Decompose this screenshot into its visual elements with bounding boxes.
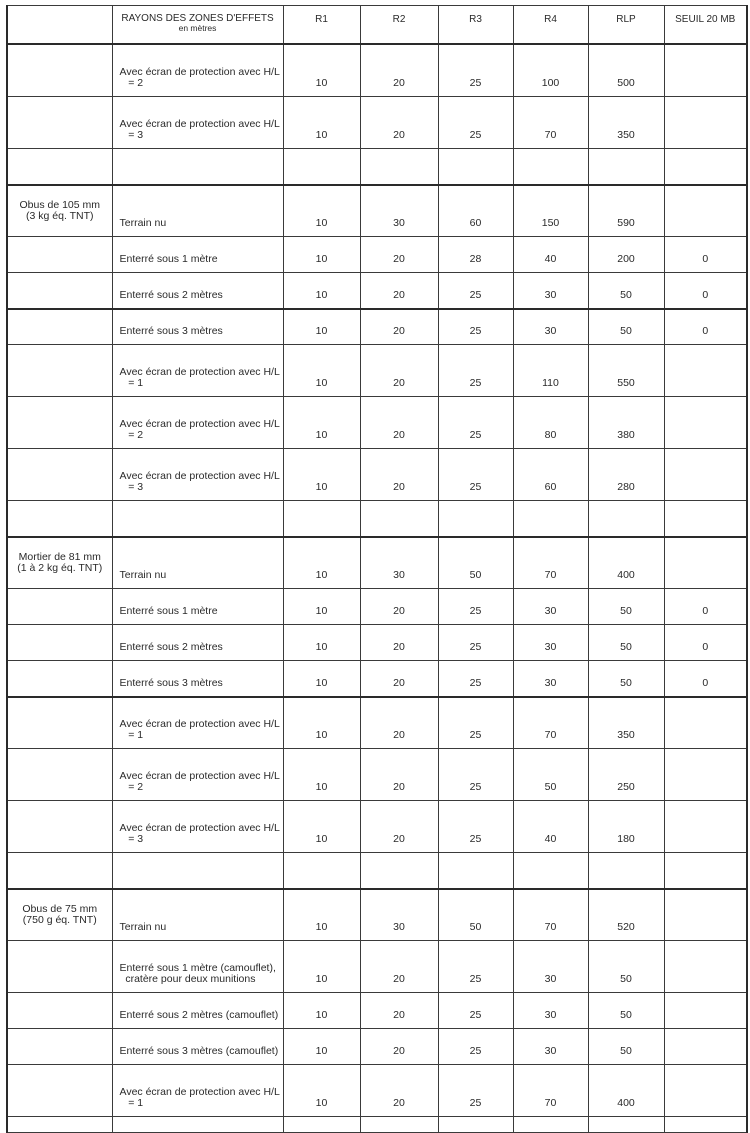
r3-cell: [438, 1117, 513, 1133]
r2-cell: 20: [360, 309, 438, 345]
rlp-cell: 400: [588, 537, 664, 589]
rlp-cell: [588, 1117, 664, 1133]
r3-cell: 25: [438, 697, 513, 749]
munition-group-cell: [7, 1029, 112, 1065]
r2-cell: 20: [360, 661, 438, 697]
munition-group-cell: [7, 941, 112, 993]
r4-cell: 40: [513, 237, 588, 273]
munition-group-cell: [7, 1117, 112, 1133]
r1-cell: 10: [283, 449, 360, 501]
r3-cell: 25: [438, 625, 513, 661]
condition-cell: Terrain nu: [112, 537, 283, 589]
r4-cell: [513, 149, 588, 185]
condition-cell: Avec écran de protection avec H/L = 1: [112, 345, 283, 397]
r1-cell: 10: [283, 941, 360, 993]
condition-cell: [112, 149, 283, 185]
munition-group-cell: [7, 589, 112, 625]
table-row: [7, 309, 747, 345]
rlp-cell: 50: [588, 993, 664, 1029]
seuil-cell: [664, 1117, 747, 1133]
condition-cell: Avec écran de protection avec H/L = 3: [112, 97, 283, 149]
header-col-group: [7, 6, 112, 44]
r3-cell: 28: [438, 237, 513, 273]
header-r3: R3: [438, 6, 513, 44]
r1-cell: 10: [283, 889, 360, 941]
seuil-cell: 0: [664, 661, 747, 697]
document-sheet: [6, 5, 746, 1109]
r3-cell: 25: [438, 309, 513, 345]
table-row: [7, 44, 747, 97]
table-row: [7, 449, 747, 501]
table-row: [7, 1029, 747, 1065]
r1-cell: [283, 149, 360, 185]
r4-cell: [513, 501, 588, 537]
table-row: [7, 661, 747, 697]
seuil-cell: [664, 749, 747, 801]
r4-cell: [513, 853, 588, 889]
condition-cell: Enterré sous 2 mètres (camouflet): [112, 993, 283, 1029]
r3-cell: 50: [438, 537, 513, 589]
r2-cell: [360, 149, 438, 185]
r1-cell: 10: [283, 589, 360, 625]
rlp-cell: 180: [588, 801, 664, 853]
seuil-cell: [664, 97, 747, 149]
munition-group-cell: [7, 345, 112, 397]
r2-cell: 20: [360, 345, 438, 397]
r4-cell: 30: [513, 993, 588, 1029]
r4-cell: 70: [513, 889, 588, 941]
r4-cell: 150: [513, 185, 588, 237]
rlp-cell: [588, 501, 664, 537]
rlp-cell: 550: [588, 345, 664, 397]
r4-cell: 40: [513, 801, 588, 853]
table-row: [7, 853, 747, 889]
condition-cell: Terrain nu: [112, 185, 283, 237]
rlp-cell: 50: [588, 273, 664, 309]
munition-group-cell: Mortier de 81 mm (1 à 2 kg éq. TNT): [7, 537, 112, 589]
condition-cell: Avec écran de protection avec H/L = 1: [112, 697, 283, 749]
munition-group-cell: [7, 1065, 112, 1117]
r1-cell: 10: [283, 237, 360, 273]
header-row: [7, 6, 747, 44]
table-row: [7, 625, 747, 661]
table-row: [7, 1117, 747, 1133]
header-zones-unit: en mètres: [178, 23, 217, 33]
r3-cell: [438, 853, 513, 889]
munition-group-cell: [7, 801, 112, 853]
table-row: [7, 501, 747, 537]
r2-cell: 20: [360, 697, 438, 749]
seuil-cell: [664, 149, 747, 185]
seuil-cell: [664, 1029, 747, 1065]
rlp-cell: 350: [588, 697, 664, 749]
munition-group-cell: [7, 697, 112, 749]
rlp-cell: 590: [588, 185, 664, 237]
r4-cell: 70: [513, 697, 588, 749]
munition-group-cell: [7, 501, 112, 537]
condition-cell: Avec écran de protection avec H/L = 3: [112, 449, 283, 501]
seuil-cell: 0: [664, 625, 747, 661]
seuil-cell: 0: [664, 309, 747, 345]
seuil-cell: [664, 397, 747, 449]
seuil-cell: [664, 501, 747, 537]
r4-cell: 70: [513, 1065, 588, 1117]
rlp-cell: 280: [588, 449, 664, 501]
seuil-cell: [664, 185, 747, 237]
r1-cell: 10: [283, 44, 360, 97]
r1-cell: 10: [283, 1065, 360, 1117]
r2-cell: 20: [360, 589, 438, 625]
r1-cell: 10: [283, 537, 360, 589]
r2-cell: 20: [360, 625, 438, 661]
table-row: [7, 345, 747, 397]
r3-cell: 25: [438, 273, 513, 309]
munition-group-cell: [7, 273, 112, 309]
r2-cell: 30: [360, 537, 438, 589]
r1-cell: 10: [283, 625, 360, 661]
table-row: [7, 1065, 747, 1117]
seuil-cell: [664, 1065, 747, 1117]
r1-cell: 10: [283, 185, 360, 237]
rlp-cell: 250: [588, 749, 664, 801]
table-row: [7, 237, 747, 273]
table-row: [7, 273, 747, 309]
r3-cell: 25: [438, 345, 513, 397]
condition-cell: Enterré sous 3 mètres: [112, 309, 283, 345]
r4-cell: 30: [513, 625, 588, 661]
r3-cell: [438, 501, 513, 537]
condition-cell: Enterré sous 1 mètre: [112, 589, 283, 625]
table-row: [7, 941, 747, 993]
rlp-cell: 50: [588, 625, 664, 661]
r1-cell: 10: [283, 801, 360, 853]
r1-cell: 10: [283, 97, 360, 149]
rlp-cell: 380: [588, 397, 664, 449]
munition-group-cell: Obus de 105 mm (3 kg éq. TNT): [7, 185, 112, 237]
r2-cell: 20: [360, 397, 438, 449]
r1-cell: 10: [283, 749, 360, 801]
r2-cell: 20: [360, 237, 438, 273]
condition-cell: Avec écran de protection avec H/L = 1: [112, 1065, 283, 1117]
rlp-cell: 50: [588, 309, 664, 345]
seuil-cell: 0: [664, 237, 747, 273]
header-r2: R2: [360, 6, 438, 44]
r1-cell: [283, 1117, 360, 1133]
r2-cell: 20: [360, 449, 438, 501]
r2-cell: 20: [360, 273, 438, 309]
munition-group-cell: [7, 237, 112, 273]
r3-cell: 60: [438, 185, 513, 237]
seuil-cell: 0: [664, 273, 747, 309]
seuil-cell: [664, 345, 747, 397]
condition-cell: Avec écran de protection avec H/L = 2: [112, 397, 283, 449]
condition-cell: Enterré sous 3 mètres: [112, 661, 283, 697]
r1-cell: 10: [283, 345, 360, 397]
table-row: [7, 993, 747, 1029]
condition-cell: Avec écran de protection avec H/L = 2: [112, 749, 283, 801]
seuil-cell: 0: [664, 589, 747, 625]
table-body: [7, 6, 747, 1133]
r3-cell: 25: [438, 449, 513, 501]
table-row: [7, 397, 747, 449]
r4-cell: 70: [513, 537, 588, 589]
munition-group-cell: [7, 397, 112, 449]
r2-cell: [360, 1117, 438, 1133]
seuil-cell: [664, 941, 747, 993]
r1-cell: 10: [283, 993, 360, 1029]
r3-cell: 25: [438, 993, 513, 1029]
r3-cell: 25: [438, 1065, 513, 1117]
r1-cell: 10: [283, 1029, 360, 1065]
r2-cell: 20: [360, 801, 438, 853]
munition-group-cell: [7, 44, 112, 97]
rlp-cell: [588, 149, 664, 185]
condition-cell: Terrain nu: [112, 889, 283, 941]
r2-cell: 20: [360, 44, 438, 97]
r1-cell: 10: [283, 397, 360, 449]
rlp-cell: 50: [588, 1029, 664, 1065]
rlp-cell: 500: [588, 44, 664, 97]
r4-cell: 30: [513, 273, 588, 309]
r1-cell: 10: [283, 273, 360, 309]
seuil-cell: [664, 889, 747, 941]
seuil-cell: [664, 801, 747, 853]
seuil-cell: [664, 44, 747, 97]
rlp-cell: 350: [588, 97, 664, 149]
r1-cell: [283, 501, 360, 537]
r4-cell: 30: [513, 1029, 588, 1065]
table-row: [7, 749, 747, 801]
r3-cell: 25: [438, 749, 513, 801]
r2-cell: 20: [360, 749, 438, 801]
munition-group-cell: Obus de 75 mm (750 g éq. TNT): [7, 889, 112, 941]
seuil-cell: [664, 697, 747, 749]
r4-cell: 50: [513, 749, 588, 801]
condition-cell: Enterré sous 1 mètre: [112, 237, 283, 273]
condition-cell: [112, 501, 283, 537]
header-seuil: SEUIL 20 MB: [664, 6, 747, 44]
header-zones: [112, 6, 283, 44]
r2-cell: 20: [360, 993, 438, 1029]
munition-group-cell: [7, 749, 112, 801]
table-row: [7, 589, 747, 625]
r4-cell: 100: [513, 44, 588, 97]
munition-group-cell: [7, 309, 112, 345]
r1-cell: [283, 853, 360, 889]
r1-cell: 10: [283, 309, 360, 345]
r3-cell: 25: [438, 661, 513, 697]
seuil-cell: [664, 449, 747, 501]
rlp-cell: 520: [588, 889, 664, 941]
rlp-cell: 50: [588, 941, 664, 993]
r4-cell: 110: [513, 345, 588, 397]
r4-cell: 30: [513, 941, 588, 993]
r3-cell: 25: [438, 397, 513, 449]
header-r1: R1: [283, 6, 360, 44]
munition-group-cell: [7, 149, 112, 185]
table-row: [7, 149, 747, 185]
r2-cell: [360, 853, 438, 889]
header-rlp: RLP: [588, 6, 664, 44]
r4-cell: [513, 1117, 588, 1133]
r3-cell: 25: [438, 589, 513, 625]
condition-cell: Enterré sous 2 mètres: [112, 273, 283, 309]
r4-cell: 30: [513, 661, 588, 697]
munition-group-cell: [7, 625, 112, 661]
r2-cell: 30: [360, 889, 438, 941]
r2-cell: 20: [360, 1029, 438, 1065]
munition-group-cell: [7, 449, 112, 501]
r4-cell: 30: [513, 589, 588, 625]
r2-cell: 30: [360, 185, 438, 237]
condition-cell: [112, 853, 283, 889]
r4-cell: 80: [513, 397, 588, 449]
r3-cell: 25: [438, 1029, 513, 1065]
r1-cell: 10: [283, 697, 360, 749]
munition-group-cell: [7, 97, 112, 149]
rlp-cell: 50: [588, 589, 664, 625]
table-row: [7, 537, 747, 589]
r3-cell: 25: [438, 801, 513, 853]
r3-cell: 25: [438, 97, 513, 149]
r2-cell: 20: [360, 941, 438, 993]
rlp-cell: 200: [588, 237, 664, 273]
r4-cell: 60: [513, 449, 588, 501]
munition-group-cell: [7, 853, 112, 889]
effects-radii-table: [6, 5, 748, 1133]
r4-cell: 70: [513, 97, 588, 149]
r2-cell: 20: [360, 1065, 438, 1117]
r2-cell: 20: [360, 97, 438, 149]
condition-cell: Enterré sous 1 mètre (camouflet), cratère pour deux munitions: [112, 941, 283, 993]
header-r4: R4: [513, 6, 588, 44]
table-row: [7, 889, 747, 941]
r3-cell: [438, 149, 513, 185]
seuil-cell: [664, 993, 747, 1029]
r3-cell: 50: [438, 889, 513, 941]
header-zones-title: RAYONS DES ZONES D'EFFETS: [121, 13, 274, 24]
rlp-cell: 50: [588, 661, 664, 697]
condition-cell: Enterré sous 2 mètres: [112, 625, 283, 661]
rlp-cell: [588, 853, 664, 889]
r2-cell: [360, 501, 438, 537]
table-row: [7, 97, 747, 149]
r3-cell: 25: [438, 44, 513, 97]
condition-cell: [112, 1117, 283, 1133]
rlp-cell: 400: [588, 1065, 664, 1117]
munition-group-cell: [7, 661, 112, 697]
r4-cell: 30: [513, 309, 588, 345]
condition-cell: Avec écran de protection avec H/L = 3: [112, 801, 283, 853]
condition-cell: Avec écran de protection avec H/L = 2: [112, 44, 283, 97]
r3-cell: 25: [438, 941, 513, 993]
condition-cell: Enterré sous 3 mètres (camouflet): [112, 1029, 283, 1065]
table-row: [7, 185, 747, 237]
r1-cell: 10: [283, 661, 360, 697]
table-row: [7, 697, 747, 749]
table-row: [7, 801, 747, 853]
seuil-cell: [664, 537, 747, 589]
munition-group-cell: [7, 993, 112, 1029]
seuil-cell: [664, 853, 747, 889]
